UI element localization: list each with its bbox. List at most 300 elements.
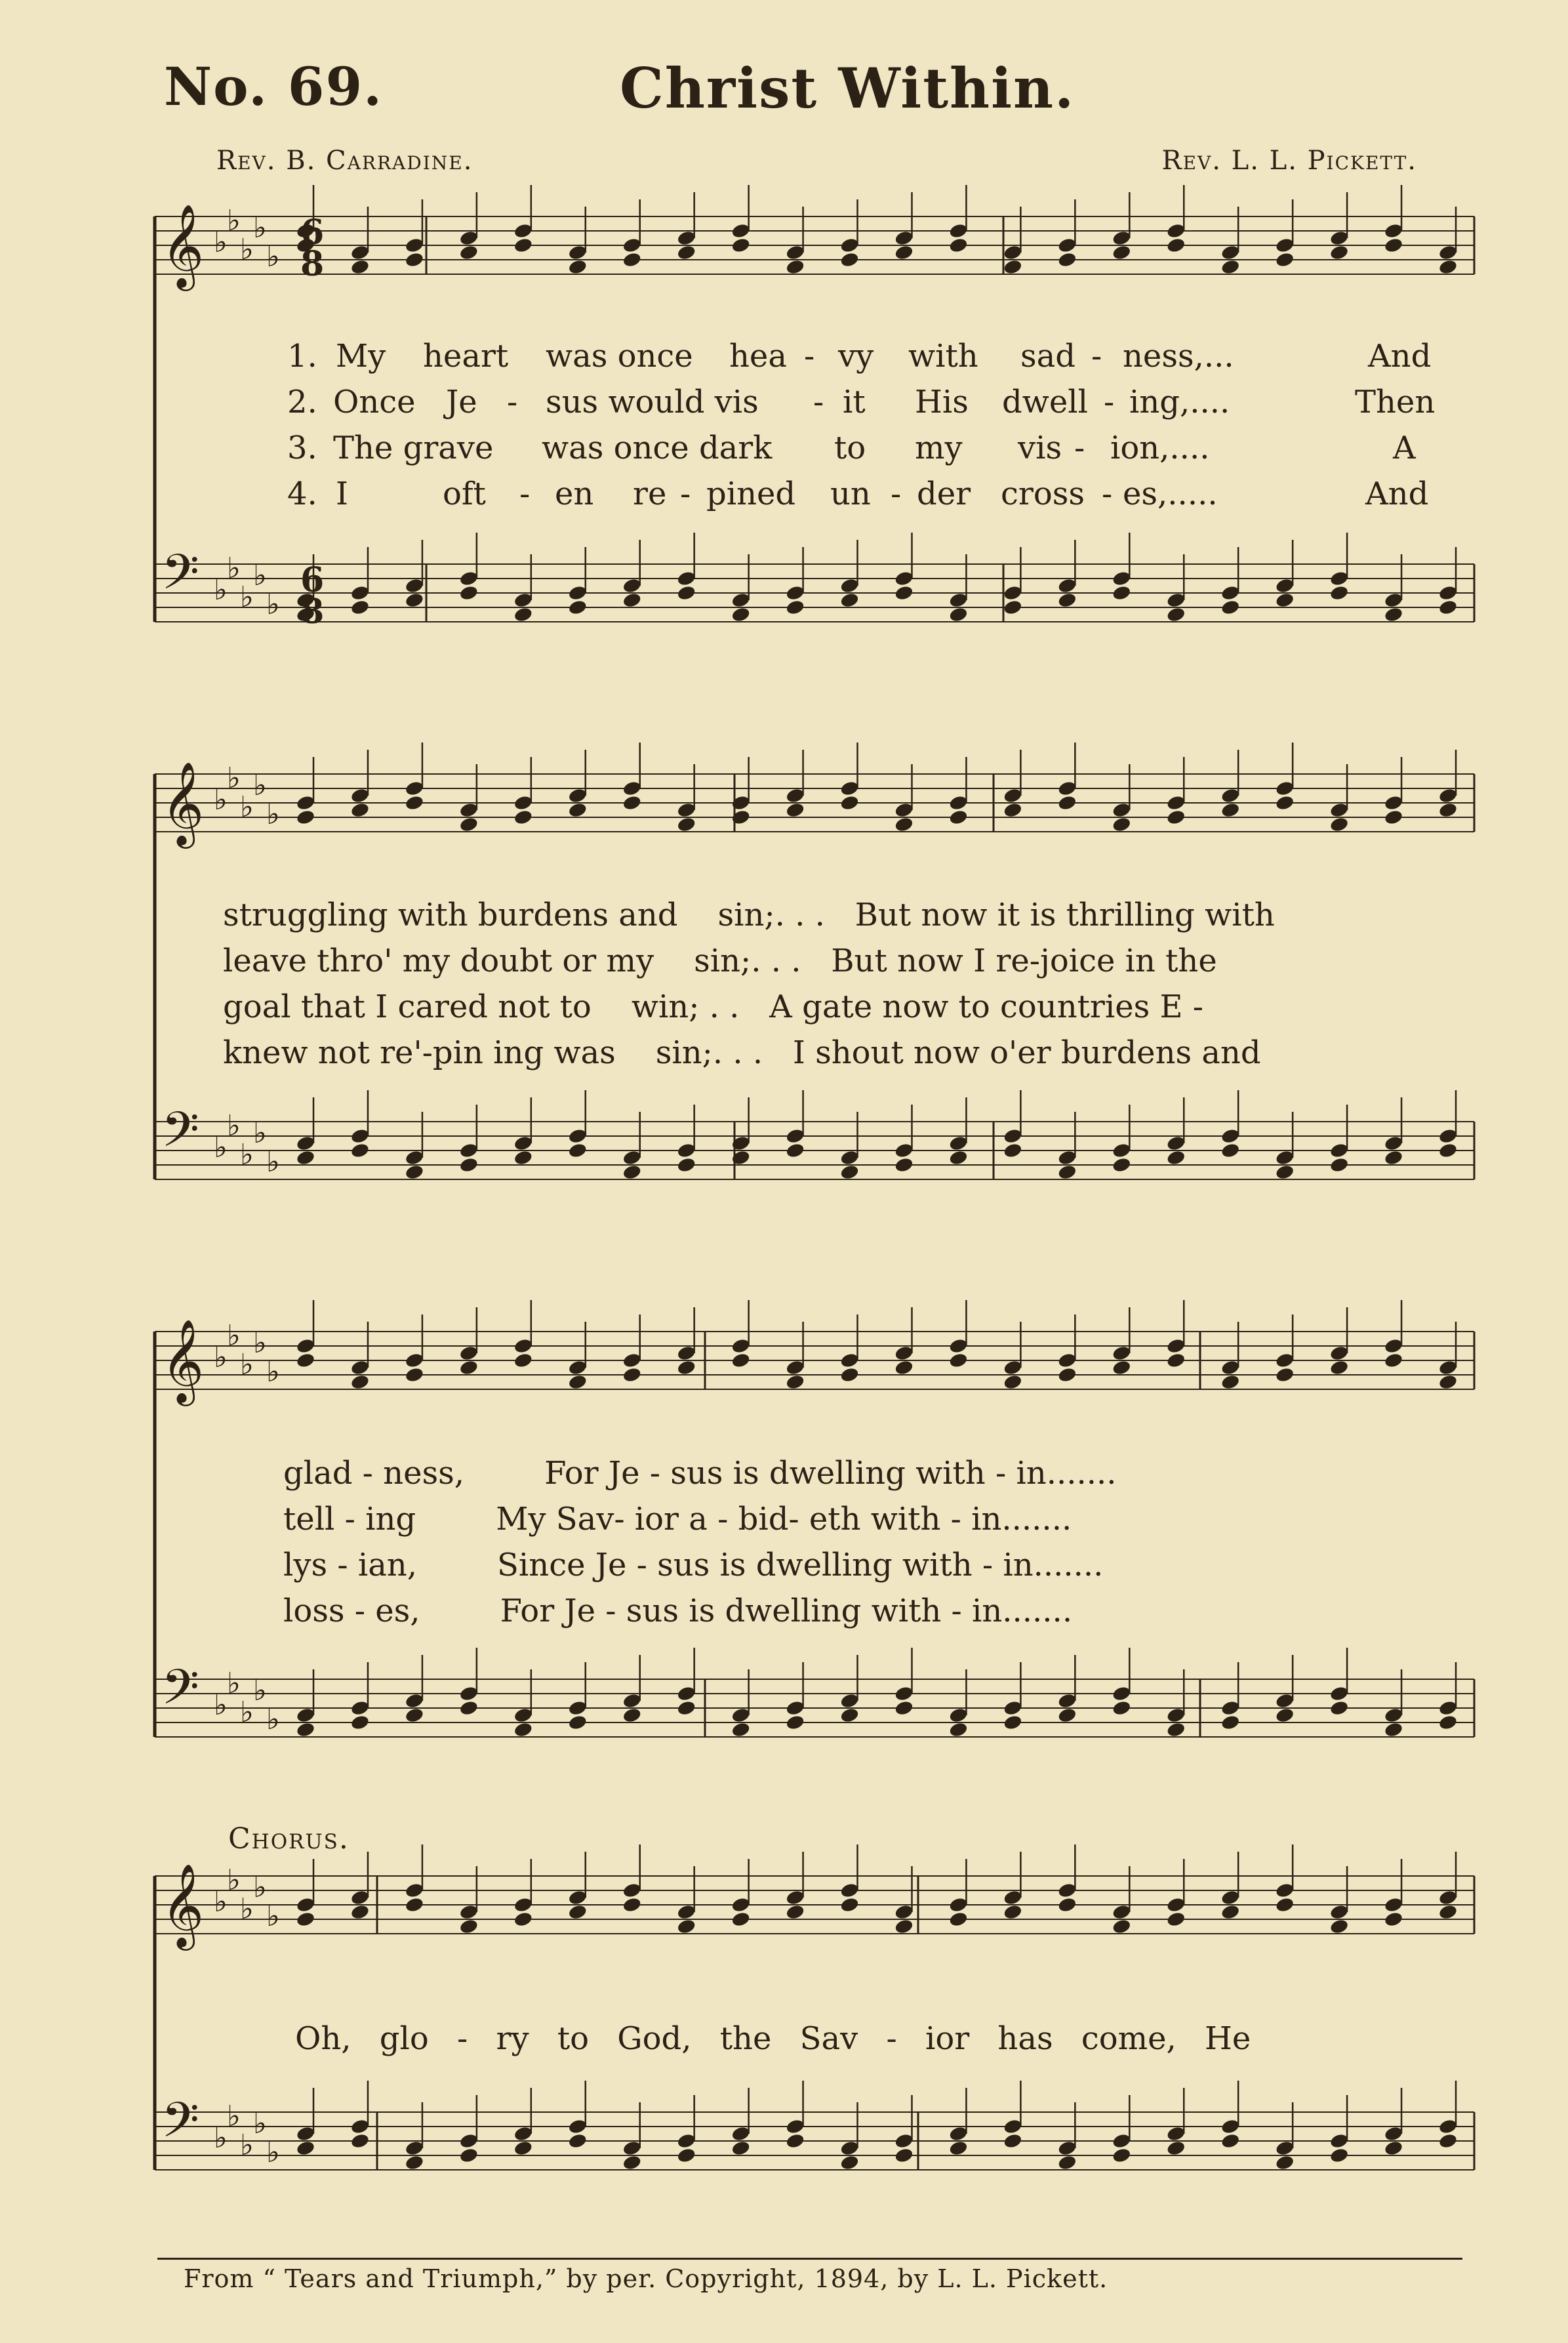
note-head [785, 599, 805, 616]
note-head [622, 592, 642, 609]
flat-sign: ♭ [240, 233, 254, 266]
lyrics-s3-verse-3: lys - ian, Since Je - sus is dwelling with - in....... [283, 1547, 1104, 1583]
lyrics-verse-1: 1. My heart was once hea - vy with sad - ness,... And [287, 338, 1432, 375]
note-head [894, 1345, 914, 1362]
note-head [839, 2140, 860, 2157]
note-head [1384, 809, 1404, 826]
note-head [567, 2118, 588, 2135]
flat-sign: ♭ [240, 1696, 254, 1729]
note-head [513, 2125, 534, 2142]
note-head [948, 2140, 969, 2157]
note-head [894, 584, 914, 601]
note-head [785, 1359, 805, 1376]
note-head [1003, 1904, 1023, 1921]
note-head [785, 1374, 805, 1391]
note-head [350, 1700, 371, 1717]
note-head [676, 1904, 696, 1921]
note-head [1220, 1889, 1241, 1906]
note-head [1166, 222, 1186, 239]
note-head [1275, 794, 1295, 811]
note-head [350, 1714, 371, 1731]
note-head [513, 606, 534, 623]
note-head [948, 592, 969, 609]
note-head [567, 1714, 588, 1731]
time-signature-top: 6 [300, 560, 325, 600]
note-head [1166, 1911, 1186, 1928]
note-head [513, 1352, 534, 1369]
note-head [296, 1721, 316, 1738]
note-head [676, 584, 696, 601]
note-head [1384, 794, 1404, 811]
note-head [350, 258, 371, 275]
note-head [1438, 258, 1458, 275]
note-head [1329, 2147, 1350, 2164]
note-head [785, 787, 805, 804]
note-head [894, 570, 914, 587]
note-head [350, 244, 371, 261]
note-head [1166, 237, 1186, 254]
note-head [1329, 230, 1350, 247]
flat-sign: ♭ [266, 1145, 280, 1179]
note-head [676, 802, 696, 819]
note-head [1220, 584, 1241, 601]
note-head [350, 1889, 371, 1906]
note-head [405, 237, 425, 254]
lyrics-s3-verse-1: glad - ness, For Je - sus is dwelling with - in....... [283, 1455, 1117, 1492]
note-head [1166, 2140, 1186, 2157]
note-head [1275, 2154, 1295, 2171]
note-head [350, 802, 371, 819]
note-head [1057, 1882, 1077, 1899]
note-head [731, 1337, 751, 1355]
note-head [1384, 2140, 1404, 2157]
note-head [1057, 251, 1077, 268]
note-head [1384, 1911, 1404, 1928]
note-head [459, 584, 479, 601]
note-head [785, 584, 805, 601]
note-head [459, 1904, 479, 1921]
flat-sign: ♭ [240, 1892, 254, 1926]
note-head [296, 1149, 316, 1166]
note-head [894, 1918, 914, 1935]
note-head [1112, 1156, 1132, 1173]
note-head [1329, 1685, 1350, 1702]
note-head [459, 1685, 479, 1702]
note-head [1438, 244, 1458, 261]
lyrics-s3-verse-2: tell - ing My Sav- ior a - bid- eth with - in....... [283, 1501, 1072, 1538]
note-head [839, 1692, 860, 1709]
note-head [785, 2132, 805, 2149]
note-head [350, 787, 371, 804]
flat-sign: ♭ [266, 588, 280, 621]
note-head [1003, 599, 1023, 616]
flat-sign: ♭ [266, 1355, 280, 1389]
note-head [622, 1882, 642, 1899]
note-head [459, 244, 479, 261]
hymn-number: No. 69. [164, 56, 383, 117]
note-head [894, 2132, 914, 2149]
flat-sign: ♭ [214, 2121, 228, 2155]
note-head [1275, 1352, 1295, 1369]
flat-sign: ♭ [266, 2136, 280, 2169]
flat-sign: ♭ [266, 240, 280, 274]
note-head [513, 1149, 534, 1166]
note-head [1384, 1135, 1404, 1152]
note-head [948, 1896, 969, 1913]
note-head [894, 1142, 914, 1159]
note-head [948, 1337, 969, 1355]
footer-copyright: From “ Tears and Triumph,” by per. Copyright, 1894, by L. L. Pickett. [184, 2264, 1108, 2293]
note-head [1220, 599, 1241, 616]
note-head [350, 1142, 371, 1159]
note-head [1275, 237, 1295, 254]
flat-sign: ♭ [266, 1900, 280, 1933]
note-head [839, 1896, 860, 1913]
note-head [1057, 1366, 1077, 1383]
treble-clef: 𝄞 [161, 1318, 205, 1402]
note-head [1329, 1918, 1350, 1935]
note-head [1438, 1904, 1458, 1921]
note-head [1057, 1352, 1077, 1369]
note-head [1112, 816, 1132, 833]
note-head [1220, 1374, 1241, 1391]
note-head [1329, 1700, 1350, 1717]
lyrics-s2-verse-2: leave thro' my doubt or my sin;. . . But now I re-joice in the [223, 943, 1217, 979]
note-head [785, 1142, 805, 1159]
flat-sign: ♭ [227, 1667, 241, 1700]
note-head [296, 2140, 316, 2157]
note-head [894, 244, 914, 261]
note-head [1329, 816, 1350, 833]
note-head [839, 251, 860, 268]
note-head [1166, 1721, 1186, 1738]
bass-clef: 𝄢 [161, 1659, 199, 1728]
note-head [1438, 1700, 1458, 1717]
note-head [1275, 1366, 1295, 1383]
note-head [1438, 2132, 1458, 2149]
note-head [1003, 1359, 1023, 1376]
note-head [405, 1707, 425, 1724]
note-head [296, 1911, 316, 1928]
note-head [350, 1359, 371, 1376]
note-head [296, 2125, 316, 2142]
note-head [1166, 606, 1186, 623]
note-head [350, 2118, 371, 2135]
note-head [1329, 1156, 1350, 1173]
note-head [894, 1359, 914, 1376]
note-head [459, 1156, 479, 1173]
note-head [948, 1135, 969, 1152]
note-head [622, 1149, 642, 1166]
note-head [622, 1707, 642, 1724]
note-head [405, 1692, 425, 1709]
note-head [1112, 570, 1132, 587]
note-head [676, 230, 696, 247]
note-head [567, 787, 588, 804]
note-head [676, 816, 696, 833]
note-head [1003, 802, 1023, 819]
note-head [459, 1345, 479, 1362]
note-head [1057, 577, 1077, 594]
note-head [622, 577, 642, 594]
note-head [676, 1359, 696, 1376]
note-head [459, 2147, 479, 2164]
note-head [1112, 1359, 1132, 1376]
note-head [731, 592, 751, 609]
note-head [948, 794, 969, 811]
note-head [1275, 2140, 1295, 2157]
lyrics-verse-2: 2. Once Je - sus would vis - it His dwell - ing,.... Then [287, 384, 1436, 420]
note-head [839, 1164, 860, 1181]
lyrics-s2-verse-4: knew not re'-pin ing was sin;. . . I shout now o'er burdens and [223, 1034, 1261, 1071]
note-head [1003, 787, 1023, 804]
note-head [296, 1896, 316, 1913]
note-head [1003, 1374, 1023, 1391]
note-head [785, 1700, 805, 1717]
note-head [567, 244, 588, 261]
note-head [622, 1352, 642, 1369]
note-head [1384, 1896, 1404, 1913]
time-signature-top: 6 [300, 213, 325, 253]
note-head [459, 802, 479, 819]
lyrics-s2-verse-1: struggling with burdens and sin;. . . But now it is thrilling with [223, 897, 1275, 933]
note-head [676, 1156, 696, 1173]
note-head [405, 1149, 425, 1166]
note-head [839, 1882, 860, 1899]
flat-sign: ♭ [240, 790, 254, 824]
note-head [1438, 1359, 1458, 1376]
note-head [1112, 2147, 1132, 2164]
treble-clef: 𝄞 [161, 761, 205, 845]
note-head [1438, 1128, 1458, 1145]
note-head [1003, 258, 1023, 275]
note-head [1057, 237, 1077, 254]
note-head [1329, 244, 1350, 261]
note-head [1003, 2132, 1023, 2149]
flat-sign: ♭ [240, 1138, 254, 1172]
note-head [676, 244, 696, 261]
note-head [1329, 1359, 1350, 1376]
note-head [513, 809, 534, 826]
note-head [676, 2132, 696, 2149]
note-head [839, 577, 860, 594]
note-head [1384, 1707, 1404, 1724]
note-head [894, 230, 914, 247]
note-head [1220, 1142, 1241, 1159]
note-head [405, 577, 425, 594]
note-head [1112, 1700, 1132, 1717]
note-head [1438, 1374, 1458, 1391]
note-head [513, 794, 534, 811]
note-head [948, 1149, 969, 1166]
note-head [1275, 1882, 1295, 1899]
note-head [513, 237, 534, 254]
note-head [1166, 1707, 1186, 1724]
flat-sign: ♭ [227, 1319, 241, 1353]
note-head [1384, 1149, 1404, 1166]
note-head [894, 1904, 914, 1921]
note-head [731, 606, 751, 623]
note-head [839, 794, 860, 811]
note-head [1220, 2132, 1241, 2149]
note-head [622, 237, 642, 254]
lyrics-s3-verse-4: loss - es, For Je - sus is dwelling with - in....... [283, 1593, 1073, 1629]
note-head [894, 1156, 914, 1173]
note-head [1275, 592, 1295, 609]
note-head [1057, 780, 1077, 797]
note-head [1329, 802, 1350, 819]
note-head [894, 1685, 914, 1702]
note-head [567, 1374, 588, 1391]
note-head [567, 1142, 588, 1159]
note-head [1438, 599, 1458, 616]
note-head [731, 237, 751, 254]
flat-sign: ♭ [227, 2100, 241, 2133]
note-head [1438, 787, 1458, 804]
note-head [1220, 787, 1241, 804]
note-head [567, 1359, 588, 1376]
flat-sign: ♭ [253, 1326, 267, 1360]
note-head [1112, 1918, 1132, 1935]
note-head [1166, 1352, 1186, 1369]
note-head [350, 1128, 371, 1145]
note-head [405, 1366, 425, 1383]
note-head [1329, 1904, 1350, 1921]
time-signature-bottom: 8 [300, 592, 325, 632]
note-head [459, 1142, 479, 1159]
note-head [839, 780, 860, 797]
flat-sign: ♭ [253, 1674, 267, 1707]
note-head [296, 1135, 316, 1152]
note-head [1220, 802, 1241, 819]
note-head [622, 794, 642, 811]
note-head [948, 809, 969, 826]
flat-sign: ♭ [214, 1688, 228, 1722]
note-head [1438, 1142, 1458, 1159]
note-head [1384, 222, 1404, 239]
note-head [894, 816, 914, 833]
note-head [1275, 780, 1295, 797]
note-head [1003, 244, 1023, 261]
note-head [459, 2132, 479, 2149]
note-head [731, 1352, 751, 1369]
note-head [948, 222, 969, 239]
note-head [459, 1359, 479, 1376]
note-head [513, 2140, 534, 2157]
note-head [567, 2132, 588, 2149]
note-head [785, 244, 805, 261]
flat-sign: ♭ [214, 1885, 228, 1919]
note-head [785, 1889, 805, 1906]
note-head [676, 2147, 696, 2164]
flat-sign: ♭ [227, 204, 241, 237]
note-head [1003, 1889, 1023, 1906]
note-head [1438, 1714, 1458, 1731]
note-head [296, 1707, 316, 1724]
note-head [350, 1904, 371, 1921]
note-head [1166, 592, 1186, 609]
lyrics-s2-verse-3: goal that I cared not to win; . . A gate now to countries E - [223, 988, 1204, 1025]
note-head [839, 237, 860, 254]
note-head [1003, 2118, 1023, 2135]
note-head [622, 2154, 642, 2171]
note-head [676, 1918, 696, 1935]
note-head [622, 1896, 642, 1913]
note-head [350, 1374, 371, 1391]
note-head [1112, 1345, 1132, 1362]
note-head [1166, 1337, 1186, 1355]
note-head [839, 1352, 860, 1369]
note-head [1166, 1896, 1186, 1913]
note-head [1384, 1352, 1404, 1369]
author-words: Rev. B. Carradine. [216, 146, 473, 176]
flat-sign: ♭ [253, 211, 267, 245]
note-head [567, 1889, 588, 1906]
flat-sign: ♭ [227, 552, 241, 585]
note-head [1220, 258, 1241, 275]
note-head [731, 1896, 751, 1913]
flat-sign: ♭ [253, 769, 267, 802]
note-head [1275, 577, 1295, 594]
note-head [1220, 1904, 1241, 1921]
note-head [405, 1164, 425, 1181]
flat-sign: ♭ [253, 2107, 267, 2140]
note-head [948, 1707, 969, 1724]
note-head [513, 1896, 534, 1913]
lyrics-verse-4: 4. I oft - en re - pined un - der cross - es,..... And [287, 476, 1429, 512]
treble-clef: 𝄞 [161, 1863, 205, 1947]
note-head [350, 2132, 371, 2149]
note-head [1166, 2125, 1186, 2142]
flat-sign: ♭ [214, 1131, 228, 1164]
bass-clef: 𝄢 [161, 544, 199, 613]
note-head [459, 816, 479, 833]
note-head [1384, 592, 1404, 609]
note-head [567, 1700, 588, 1717]
note-head [1329, 1345, 1350, 1362]
note-head [676, 1345, 696, 1362]
note-head [839, 1707, 860, 1724]
note-head [1220, 1359, 1241, 1376]
note-head [839, 1149, 860, 1166]
bass-clef: 𝄢 [161, 2092, 199, 2161]
note-head [785, 1904, 805, 1921]
note-head [1384, 237, 1404, 254]
note-head [1003, 1128, 1023, 1145]
note-head [1166, 809, 1186, 826]
note-head [459, 1700, 479, 1717]
lyrics-chorus: Oh, glo - ry to God, the Sav - ior has come, He [295, 2020, 1251, 2057]
note-head [1003, 1714, 1023, 1731]
note-head [622, 251, 642, 268]
note-head [1057, 1707, 1077, 1724]
note-head [1057, 2140, 1077, 2157]
note-head [785, 258, 805, 275]
flat-sign: ♭ [214, 226, 228, 259]
note-head [622, 1366, 642, 1383]
note-head [350, 599, 371, 616]
note-head [296, 794, 316, 811]
note-head [1057, 2154, 1077, 2171]
note-head [1003, 584, 1023, 601]
note-head [1112, 1685, 1132, 1702]
note-head [622, 1692, 642, 1709]
note-head [731, 1721, 751, 1738]
note-head [731, 2125, 751, 2142]
note-head [731, 1707, 751, 1724]
note-head [405, 2140, 425, 2157]
lyrics-verse-3: 3. The grave was once dark to my vis - ion,.... A [287, 430, 1416, 466]
